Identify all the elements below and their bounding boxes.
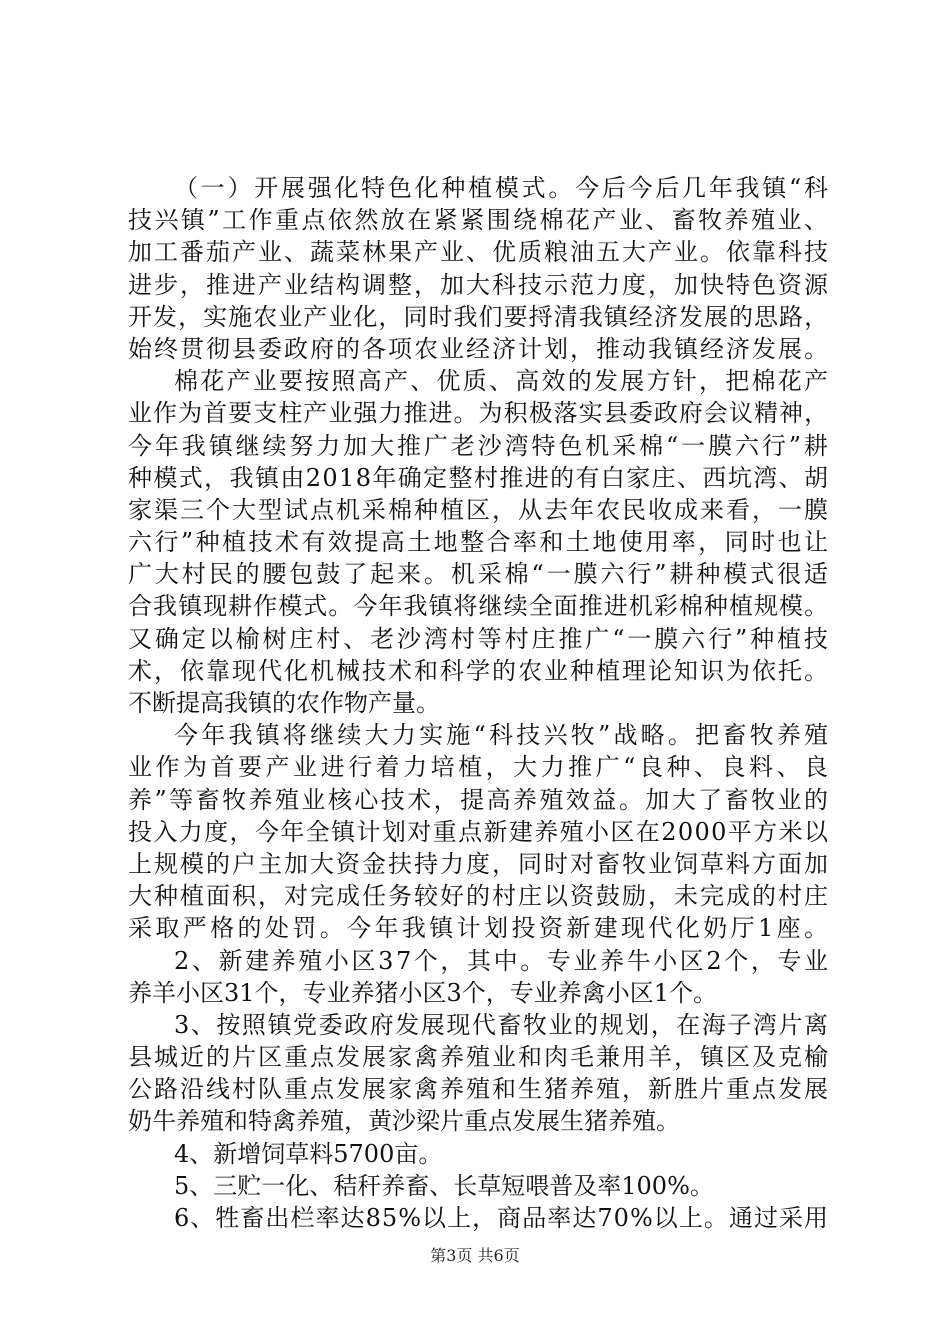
text-line: 投入力度，今年全镇计划对重点新建养殖小区在2000平方米以 — [128, 817, 830, 846]
text-line: 不断提高我镇的农作物产量。 — [128, 689, 440, 717]
text-line: 始终贯彻县委政府的各项农业经济计划，推动我镇经济发展。 — [128, 334, 830, 363]
text-line: 公路沿线村队重点发展家禽养殖和生猪养殖，新胜片重点发展 — [128, 1075, 830, 1104]
text-line: 上规模的户主加大资金扶持力度，同时对畜牧业饲草料方面加 — [128, 849, 830, 878]
text-line: 县城近的片区重点发展家禽养殖业和肉毛兼用羊，镇区及克榆 — [128, 1043, 830, 1072]
text-line: 六行”种植技术有效提高土地整合率和土地使用率，同时也让 — [128, 528, 831, 557]
paragraph-first-line: （一）开展强化特色化种植模式。今后今后几年我镇“科 — [174, 174, 831, 202]
text-line: 奶牛养殖和特禽养殖，黄沙梁片重点发展生猪养殖。 — [128, 1107, 680, 1136]
text-line: 家渠三个大型试点机采棉种植区，从去年农民收成来看，一膜 — [128, 495, 830, 524]
text-line: 加工番茄产业、蔬菜林果产业、优质粮油五大产业。依靠科技 — [128, 238, 830, 267]
text-line: 种模式，我镇由2018年确定整村推进的有白家庄、西坑湾、胡 — [128, 463, 830, 492]
paragraph-first-line: 6、牲畜出栏率达85%以上，商品率达70%以上。通过采用 — [174, 1204, 830, 1232]
paragraph-first-line: 4、新增饲草料5700亩。 — [174, 1139, 443, 1168]
text-line: 广大村民的腰包鼓了起来。机采棉“一膜六行”耕种模式很适 — [128, 560, 831, 589]
paragraph-first-line: 棉花产业要按照高产、优质、高效的发展方针，把棉花产 — [174, 367, 831, 396]
text-line: 又确定以榆树庄村、老沙湾村等村庄推广“一膜六行”种植技 — [128, 624, 831, 653]
paragraph-first-line: 今年我镇将继续大力实施“科技兴牧”战略。把畜牧养殖 — [174, 721, 832, 750]
text-line: 养”等畜牧养殖业核心技术，提高养殖效益。加大了畜牧业的 — [128, 785, 831, 814]
text-line: 业作为首要支柱产业强力推进。为积极落实县委政府会议精神， — [128, 399, 830, 428]
text-line: 养羊小区31个，专业养猪小区3个，专业养禽小区1个。 — [128, 978, 718, 1007]
text-line: 今年我镇继续努力加大推广老沙湾特色机采棉“一膜六行”耕 — [128, 431, 831, 460]
text-line: 技兴镇”工作重点依然放在紧紧围绕棉花产业、畜牧养殖业、 — [128, 206, 831, 235]
text-line: 合我镇现耕作模式。今年我镇将继续全面推进机彩棉种植规模。 — [128, 592, 830, 621]
paragraph-first-line: 5、三贮一化、秸秆养畜、长草短喂普及率100%。 — [174, 1171, 714, 1200]
paragraph-first-line: 3、按照镇党委政府发展现代畜牧业的规划，在海子湾片离 — [174, 1010, 830, 1039]
text-line: 开发，实施农业产业化，同时我们要捋清我镇经济发展的思路， — [128, 302, 830, 331]
text-line: 术，依靠现代化机械技术和科学的农业种植理论知识为依托。 — [128, 656, 830, 685]
text-line: 进步，推进产业结构调整，加大科技示范力度，加快特色资源 — [128, 270, 830, 299]
text-line: 大种植面积，对完成任务较好的村庄以资鼓励，未完成的村庄 — [128, 882, 830, 911]
text-line: 业作为首要产业进行着力培植，大力推广“良种、良料、良 — [128, 753, 832, 782]
paragraph-first-line: 2、新建养殖小区37个，其中。专业养牛小区2个，专业 — [174, 946, 831, 975]
page-footer: 第3页 共6页 — [430, 1246, 520, 1265]
document-body — [128, 172, 832, 1234]
text-line: 采取严格的处罚。今年我镇计划投资新建现代化奶厅1座。 — [128, 914, 832, 943]
